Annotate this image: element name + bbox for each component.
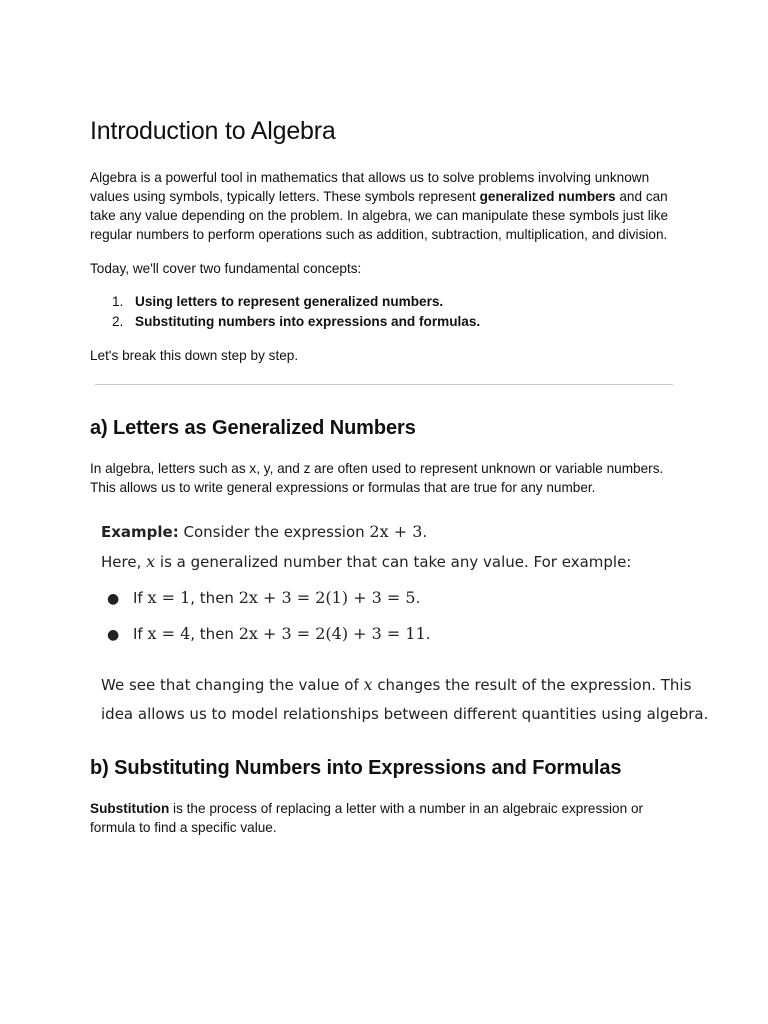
- example-text: is a generalized number that can take any value. For example:: [155, 553, 632, 571]
- math-expression: 2x + 3: [369, 522, 423, 541]
- bullet-text: .: [415, 589, 421, 607]
- example-conclusion: idea allows us to model relationships between different quantities using algebra.: [101, 705, 709, 723]
- list-item: [90, 312, 480, 332]
- list-number: 2.: [112, 314, 124, 329]
- intro-text-start: Algebra is a powerful tool in mathematics that allows us to solve problems involving unknown values using symbols, typically letters. These symbols represent: [90, 170, 650, 204]
- list-item-label: Using letters to represent generalized numbers.: [135, 294, 444, 309]
- section-b-definition: is the process of replacing a letter with a number in an algebraic expression or formula to find a specific value.: [90, 801, 644, 835]
- concepts-list: [90, 292, 480, 332]
- example-line: Example: Consider the expression 2x + 3.: [101, 522, 428, 541]
- bullet-text: .: [425, 625, 431, 643]
- section-divider: [95, 384, 673, 385]
- list-item: [90, 292, 480, 312]
- bullet-text: , then: [190, 589, 239, 607]
- math-expression: x = 1: [147, 588, 191, 607]
- breakdown-text: Let's break this down step by step.: [90, 348, 299, 363]
- section-a-heading: a) Letters as Generalized Numbers: [90, 417, 416, 439]
- bullet-icon: ●: [107, 591, 120, 607]
- section-a-text: In algebra, letters such as x, y, and z are often used to represent unknown or variable numbers. This allows us to write general expressions or formulas that are true for any number.: [90, 461, 664, 495]
- page-title: Introduction to Algebra: [90, 117, 336, 145]
- bullet-text: If: [133, 625, 148, 643]
- conclusion-text: changes the result of the expression. This: [372, 676, 692, 694]
- intro-text-end: and can take any value depending on the problem. In algebra, we can manipulate these symbols just like regular numbers to perform operations such as addition, subtraction, multiplication, and division.: [90, 189, 669, 242]
- section-b-heading: b) Substituting Numbers into Expressions and Formulas: [90, 757, 622, 779]
- example-lead: Consider the expression: [178, 523, 370, 541]
- bullet-text: , then: [190, 625, 239, 643]
- bullet-icon: ●: [107, 627, 120, 643]
- conclusion-text: We see that changing the value of: [101, 676, 364, 694]
- math-expression: x = 4: [147, 624, 191, 643]
- section-b-text: [90, 799, 678, 837]
- math-expression: 2x + 3 = 2(1) + 3 = 5: [238, 588, 416, 607]
- example-bullet: [107, 588, 420, 607]
- intro-paragraph: [90, 168, 678, 244]
- example-line: [101, 552, 631, 571]
- example-conclusion: [101, 675, 691, 694]
- math-expression: 2x + 3 = 2(4) + 3 = 11: [238, 624, 426, 643]
- bullet-text: If: [133, 589, 148, 607]
- concepts-intro: Today, we'll cover two fundamental concepts:: [90, 261, 362, 276]
- example-bullet: [107, 624, 431, 643]
- math-variable: x: [363, 675, 373, 694]
- math-variable: x: [146, 552, 156, 571]
- list-item-label: Substituting numbers into expressions and formulas.: [135, 314, 481, 329]
- example-label: Example:: [101, 523, 179, 541]
- substitution-term: Substitution: [90, 801, 170, 816]
- intro-bold-term: generalized numbers: [479, 189, 616, 204]
- list-number: 1.: [112, 294, 124, 309]
- example-text: Here,: [101, 553, 147, 571]
